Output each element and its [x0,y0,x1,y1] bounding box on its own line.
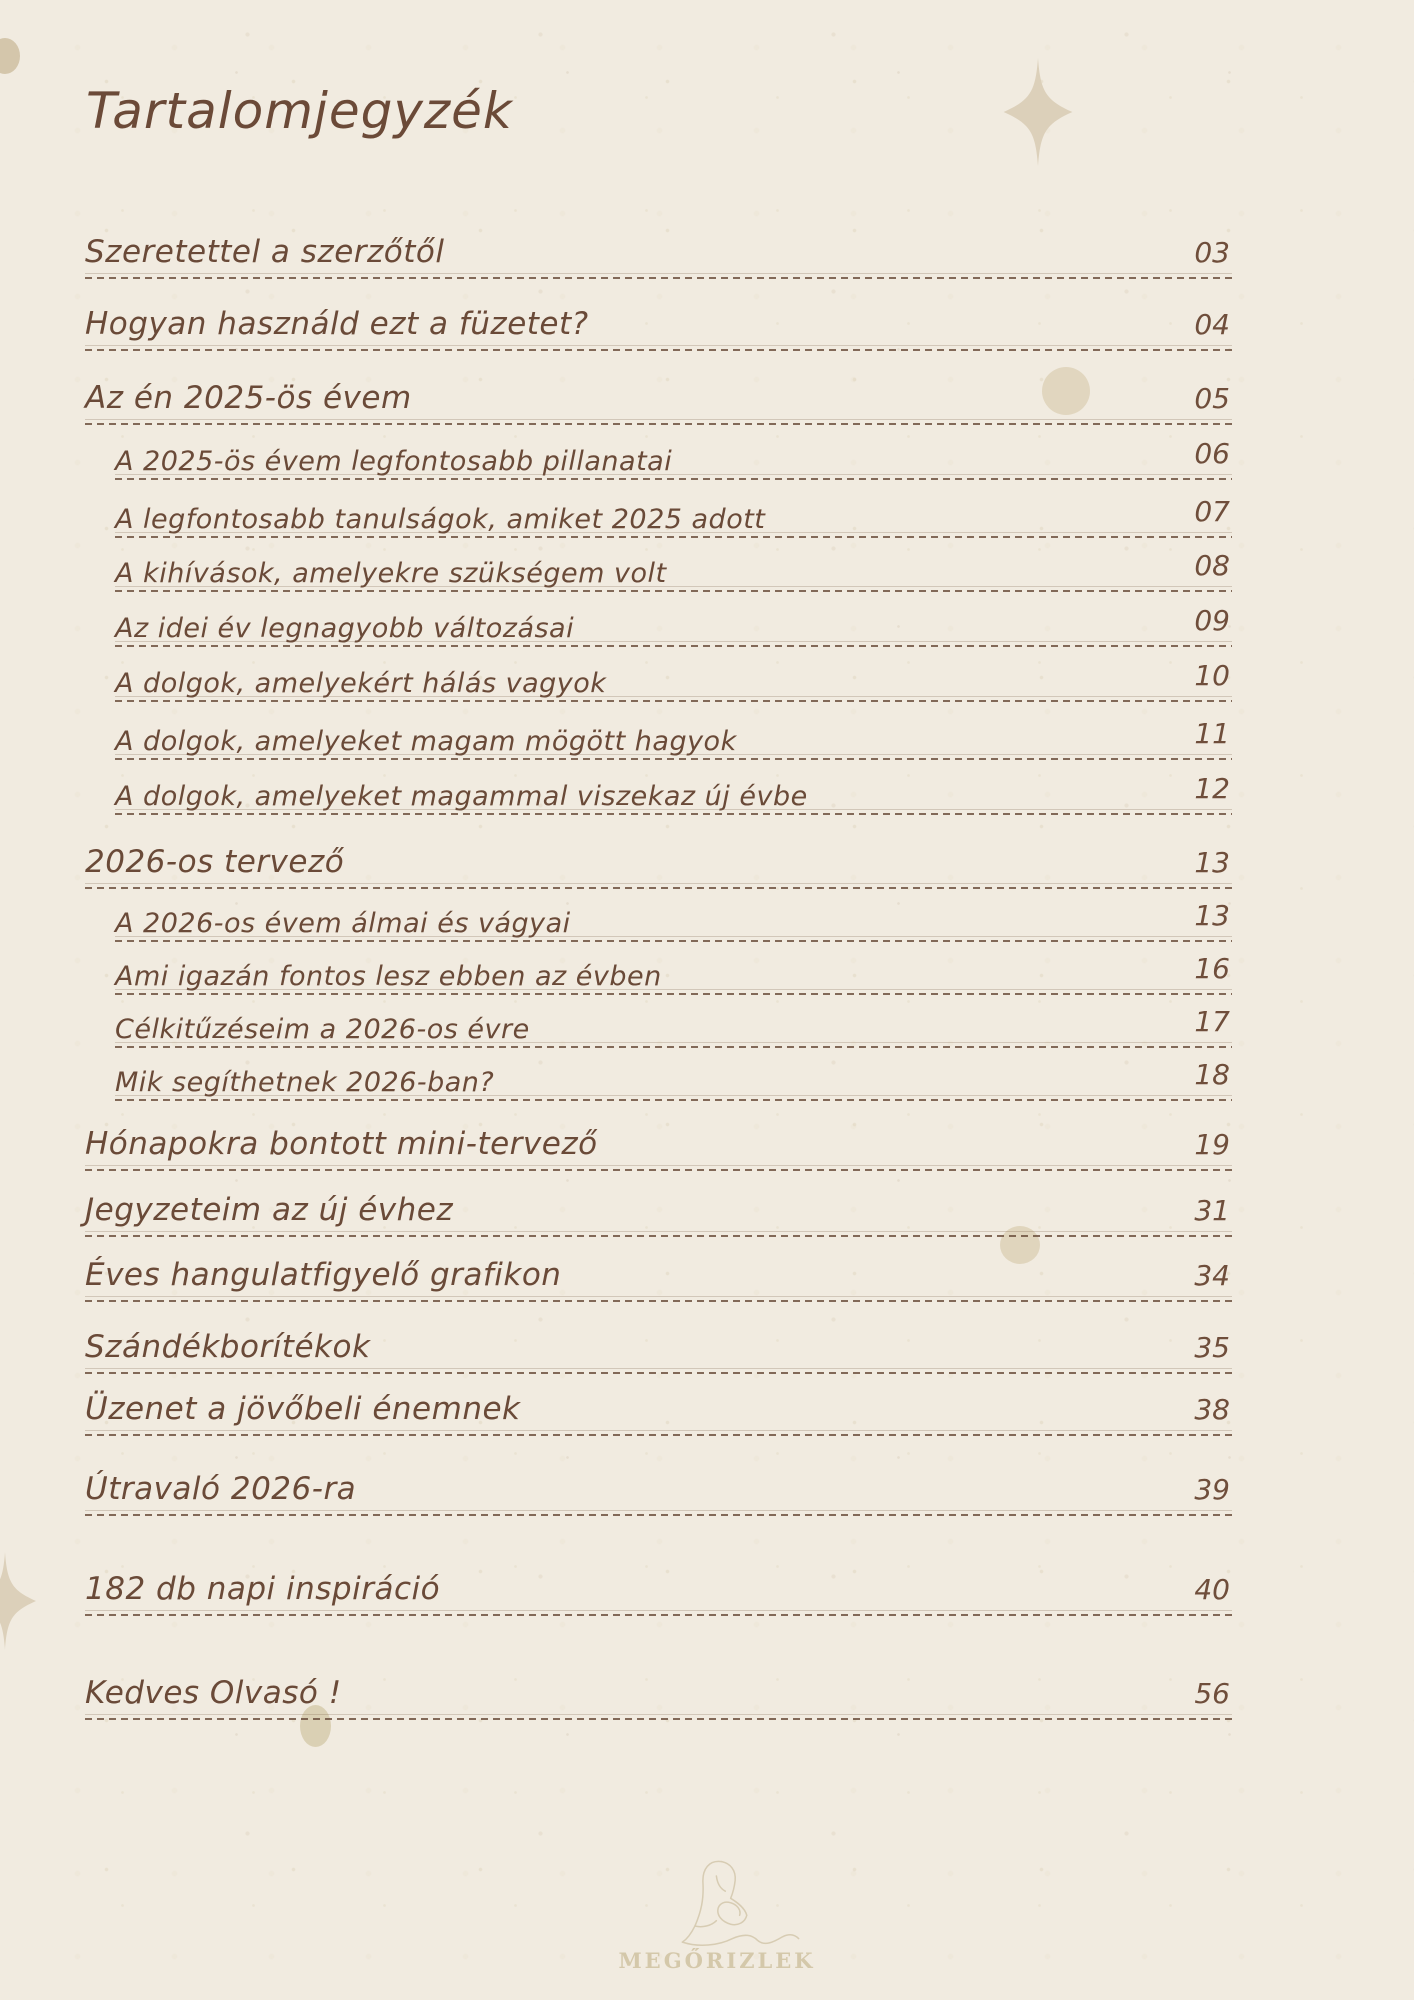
toc-page-number: 40 [1194,1573,1230,1606]
toc-entry-label: 182 db napi inspiráció [85,1570,441,1607]
toc-page-number: 12 [1194,772,1230,805]
toc-page-number: 10 [1194,659,1230,692]
toc-list [85,151,1232,1720]
paper-blob [0,38,20,74]
toc-entry-label: A kihívások, amelyekre szükségem volt [115,558,667,590]
toc-row [85,1302,1232,1374]
toc-row [85,760,1232,815]
toc-row [85,1048,1232,1101]
brand-name: MEGŐRIZLEK [618,1948,816,1973]
toc-row [85,942,1232,995]
toc-row [85,151,1232,279]
toc-page-number: 03 [1194,236,1230,269]
toc-entry-label: 2026-os tervező [85,843,345,880]
toc-row [85,815,1232,889]
toc-page-number: 09 [1194,604,1230,637]
toc-entry-label: Szándékborítékok [85,1328,371,1365]
toc-page-number: 16 [1194,952,1230,985]
toc-entry-label: Üzenet a jövőbeli énemnek [85,1390,521,1427]
toc-row [85,279,1232,351]
toc-row [85,592,1232,647]
toc-entry-label: Kedves Olvasó ! [85,1674,342,1711]
toc-entry-label: A 2025-ös évem legfontosabb pillanatai [115,446,673,478]
toc-entry-label: Ami igazán fontos lesz ebben az évben [115,961,662,993]
toc-entry-label: Célkitűzéseim a 2026-os évre [115,1014,530,1046]
row-rule [85,1714,1232,1720]
toc-page-number: 07 [1194,495,1230,528]
toc-entry-label: A legfontosabb tanulságok, amiket 2025 adott [115,504,766,536]
toc-page-number: 35 [1194,1331,1230,1364]
toc-entry-label: Útravaló 2026-ra [85,1470,357,1507]
toc-entry-label: A dolgok, amelyekért hálás vagyok [115,668,607,700]
toc-page-number: 13 [1194,899,1230,932]
toc-page-number: 17 [1194,1005,1230,1038]
toc-entry-label: Szeretettel a szerzőtől [85,233,445,270]
toc-row [85,647,1232,702]
toc-row [85,1101,1232,1171]
toc-row [85,480,1232,538]
toc-entry-label: A dolgok, amelyeket magammal viszekaz új évbe [115,781,808,813]
toc-row [85,995,1232,1048]
four-point-sparkle-icon [0,1545,36,1657]
toc-entry-label: A dolgok, amelyeket magam mögött hagyok [115,726,737,758]
toc-row [85,702,1232,760]
toc-page-number: 06 [1194,437,1230,470]
toc-page-number: 13 [1194,846,1230,879]
toc-entry-label: Az idei év legnagyobb változásai [115,613,575,645]
brand-watermark [612,1854,822,1973]
toc-page-number: 08 [1194,549,1230,582]
toc-page-number: 04 [1194,308,1230,341]
toc-page-number: 39 [1194,1473,1230,1506]
toc-entry-label: Hogyan használd ezt a füzetet? [85,305,589,342]
toc-row [85,1171,1232,1237]
toc-row [85,351,1232,425]
toc-row [85,1436,1232,1516]
toc-page-number: 19 [1194,1128,1230,1161]
toc-entry-label: Az én 2025-ös évem [85,379,412,416]
toc-page-number: 38 [1194,1393,1230,1426]
toc-entry-label: Mik segíthetnek 2026-ban? [115,1067,495,1099]
toc-page-number: 18 [1194,1058,1230,1091]
toc-row [85,1237,1232,1302]
toc-row [85,1374,1232,1436]
toc-row [85,1616,1232,1720]
woman-line-art-icon [652,1854,804,1948]
toc-row [85,425,1232,480]
toc-row [85,1516,1232,1616]
toc-entry-label: A 2026-os évem álmai és vágyai [115,908,571,940]
toc-entry-label: Jegyzeteim az új évhez [85,1191,454,1228]
toc-page-number: 56 [1194,1677,1230,1710]
toc-entry-label: Éves hangulatfigyelő grafikon [85,1256,562,1293]
toc-page-number: 05 [1194,382,1230,415]
toc-page-number: 34 [1194,1259,1230,1292]
page-title: Tartalomjegyzék [86,82,513,140]
toc-page-number: 11 [1194,717,1230,750]
toc-row [85,538,1232,592]
toc-page-number: 31 [1194,1194,1230,1227]
toc-row [85,889,1232,942]
four-point-sparkle-icon [1003,58,1073,166]
toc-entry-label: Hónapokra bontott mini-tervező [85,1125,598,1162]
